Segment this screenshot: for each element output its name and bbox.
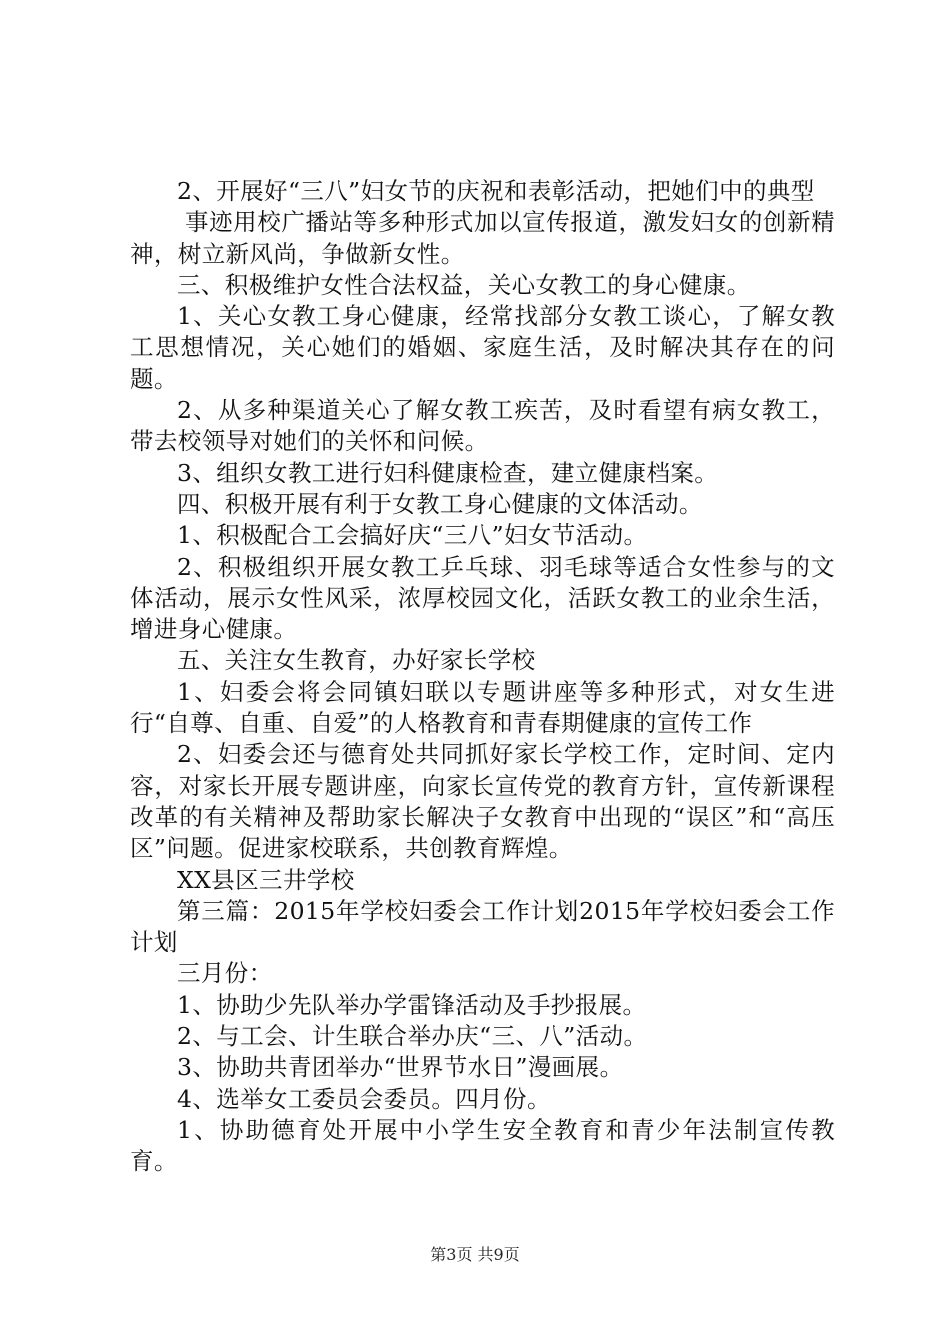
paragraph: 3、组织女教工进行妇科健康检查，建立健康档案。 xyxy=(177,458,719,487)
section-heading: 三、积极维护女性合法权益，关心女教工的身心健康。 xyxy=(177,270,751,299)
paragraph: 1、积极配合工会搞好庆“三八”妇女节活动。 xyxy=(177,521,648,550)
paragraph: 2、妇委会还与德育处共同抓好家长学校工作，定时间、定内容，对家长开展专题讲座，向家长宣传党的教育方针，宣传新课程改革的有关精神及帮助家长解决子女教育中出现的“误区”和“高压区”问题。促进家校联系，共创教育辉煌。 xyxy=(130,740,835,863)
paragraph: 1、妇委会将会同镇妇联以专题讲座等多种形式，对女生进行“自尊、自重、自爱”的人格教育和青春期健康的宣传工作 xyxy=(130,677,835,738)
list-item: 2、与工会、计生联合举办庆“三、八”活动。 xyxy=(177,1022,648,1051)
page-footer: 第3页 共9页 xyxy=(430,1245,520,1264)
paragraph: 2、从多种渠道关心了解女教工疾苦，及时看望有病女教工，带去校领导对她们的关怀和问候。 xyxy=(130,396,835,456)
document-body xyxy=(130,176,835,1178)
chapter-title: 第三篇：2015年学校妇委会工作计划2015年学校妇委会工作计划 xyxy=(130,896,835,957)
paragraph: 2、积极组织开展女教工乒乓球、羽毛球等适合女性参与的文体活动，展示女性风采，浓厚校园文化，活跃女教工的业余生活，增进身心健康。 xyxy=(130,552,835,644)
list-item: 1、协助德育处开展中小学生安全教育和青少年法制宣传教育。 xyxy=(130,1115,835,1176)
paragraph: 事迹用校广播站等多种形式加以宣传报道，激发妇女的创新精神，树立新风尚，争做新女性。 xyxy=(130,208,835,268)
paragraph: 2、开展好“三八”妇女节的庆祝和表彰活动，把她们中的典型 xyxy=(177,177,815,205)
list-item: 3、协助共青团举办“世界节水日”漫画展。 xyxy=(177,1053,624,1082)
paragraph: 1、关心女教工身心健康，经常找部分女教工谈心，了解女教工思想情况，关心她们的婚姻、家庭生活，及时解决其存在的问题。 xyxy=(130,302,835,393)
section-heading: 五、关注女生教育，办好家长学校 xyxy=(177,646,536,675)
list-item: 1、协助少先队举办学雷锋活动及手抄报展。 xyxy=(177,990,647,1019)
section-heading: 四、积极开展有利于女教工身心健康的文体活动。 xyxy=(177,489,703,518)
month-heading: 三月份： xyxy=(177,959,273,988)
list-item: 4、选举女工委员会委员。四月份。 xyxy=(177,1084,551,1113)
school-name: XX县区三井学校 xyxy=(177,865,355,894)
